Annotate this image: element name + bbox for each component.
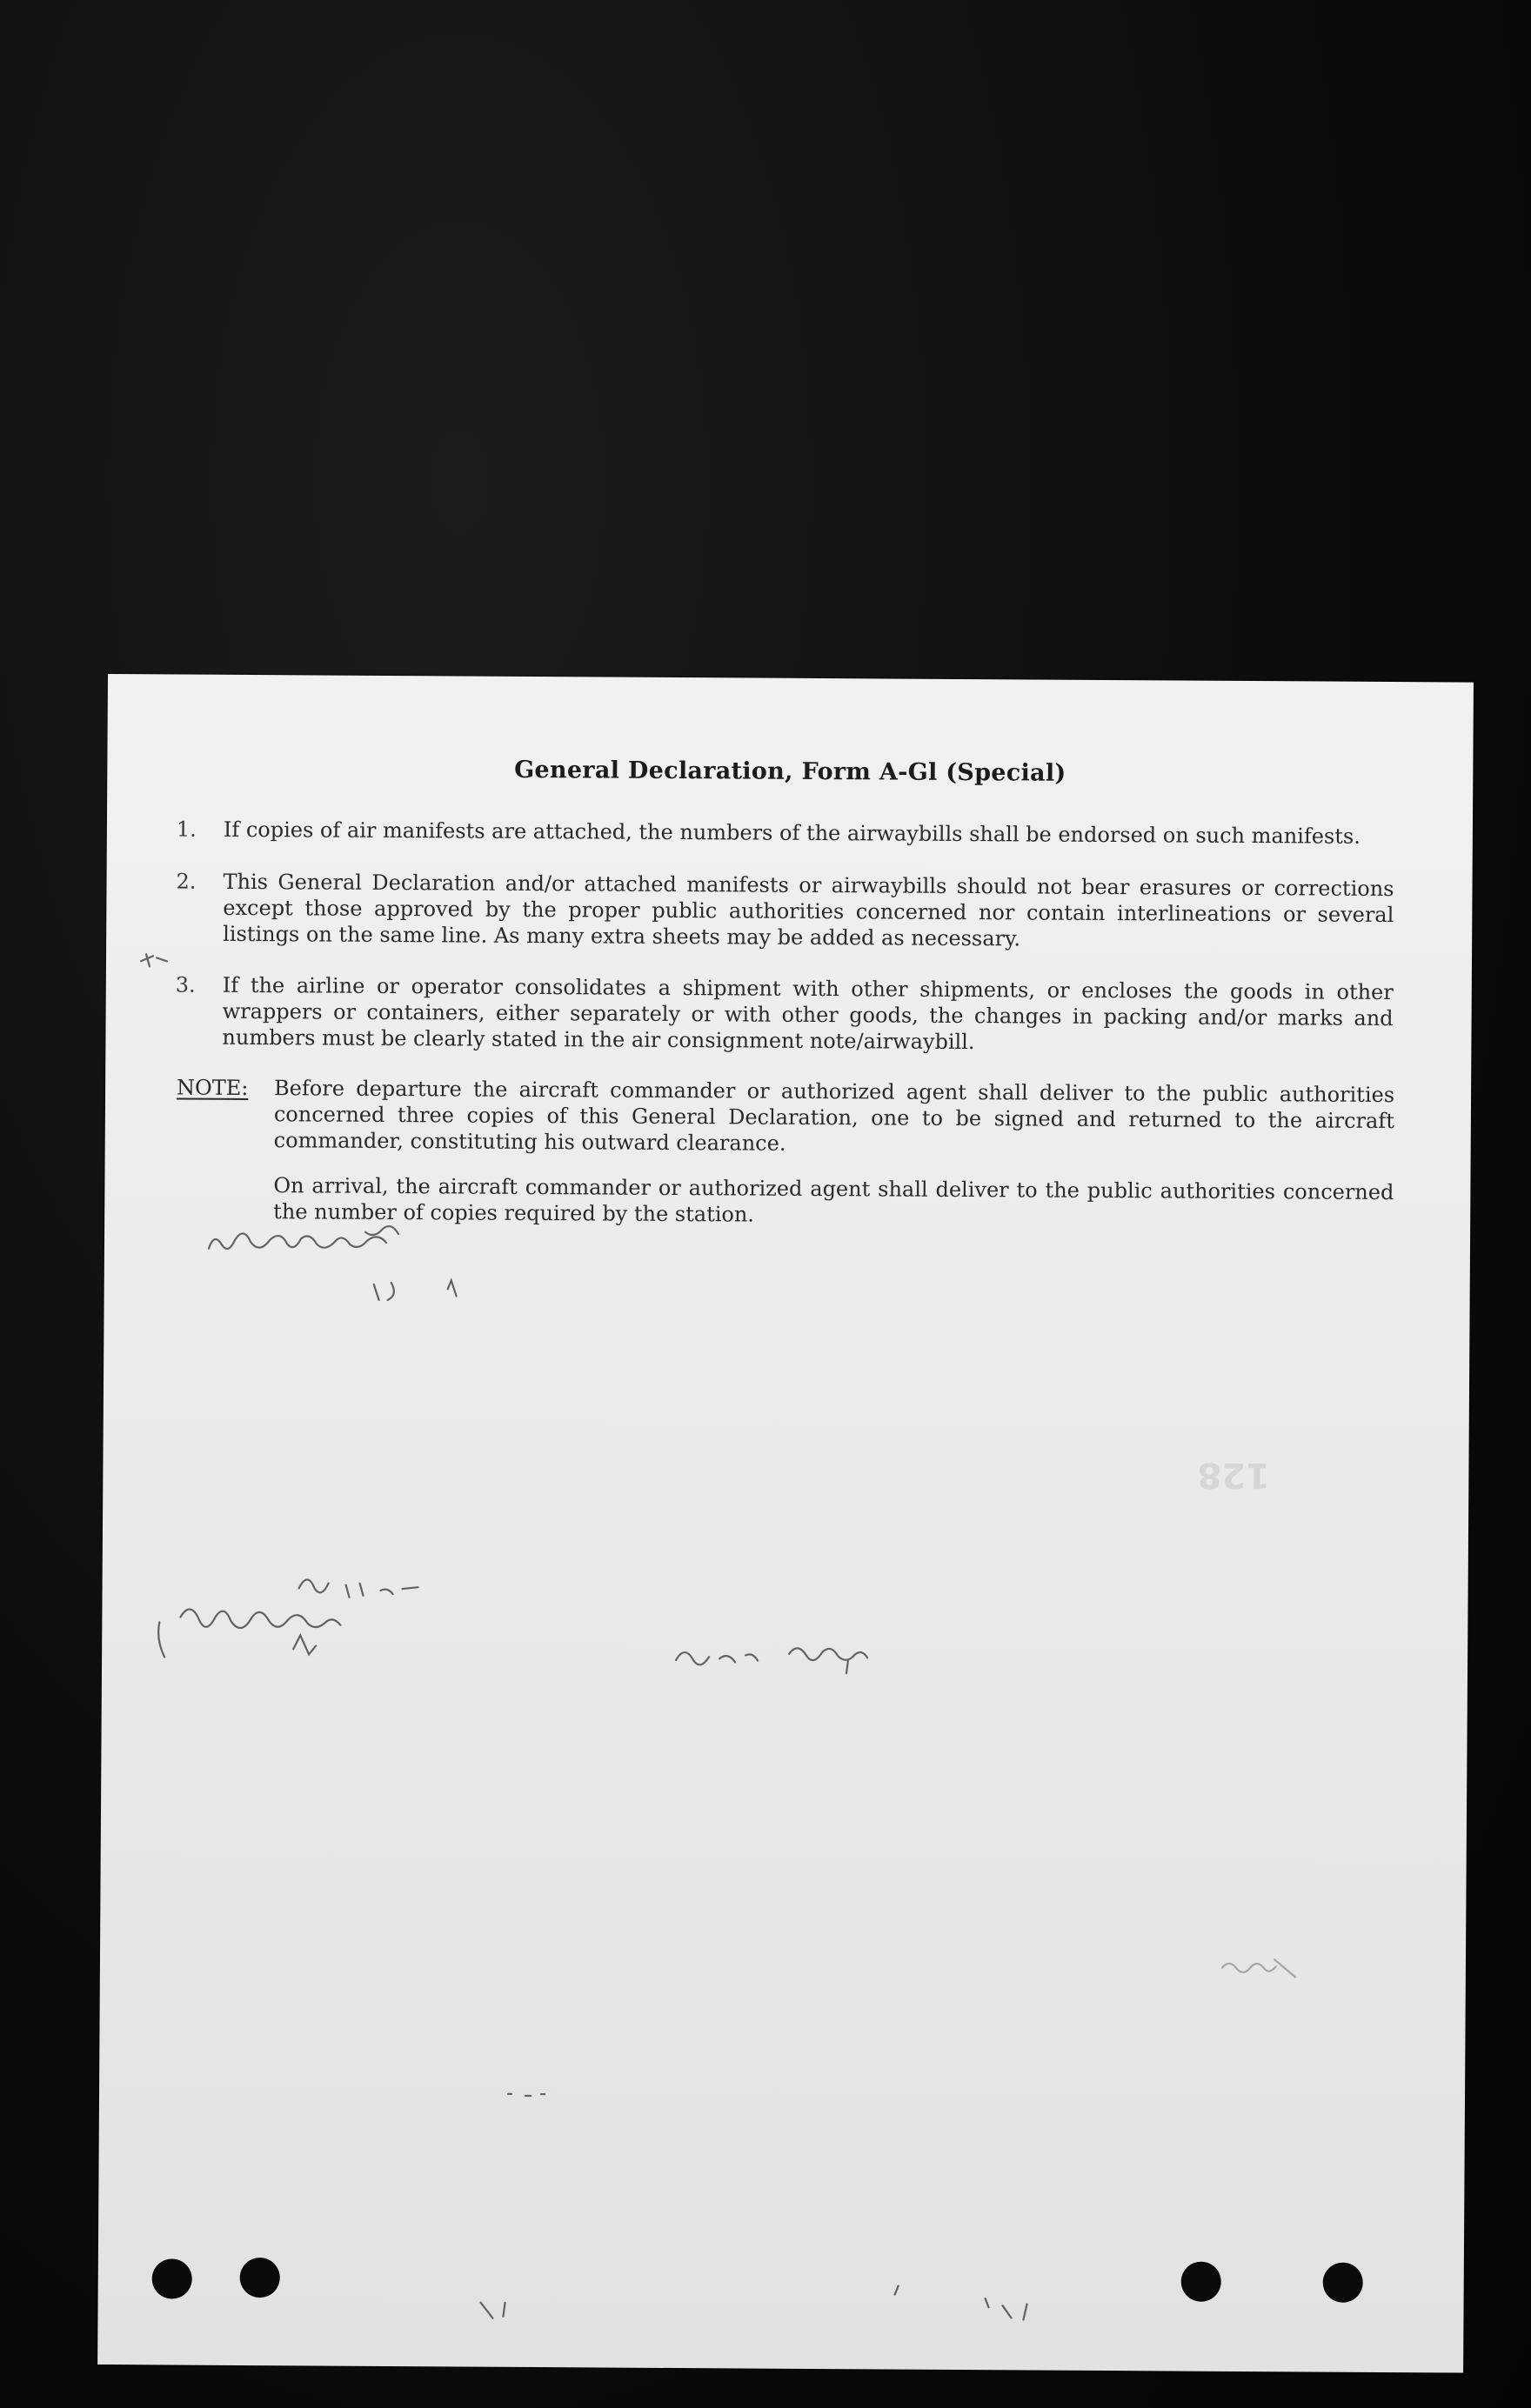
punch-hole — [1181, 2262, 1221, 2302]
mirrored-stamp-number: 128 — [1197, 1454, 1271, 1496]
item-text: This General Declaration and/or attached manifests or airwaybills should not bear erasures or corrections except those approved by the proper public authorities concerned nor contain interlineations or several listings on the same line. As many extra sheets may be added as necessary. — [223, 869, 1394, 951]
note-label: NOTE: — [177, 1075, 249, 1100]
note-paragraph-arrival: On arrival, the aircraft commander or authorized agent shall deliver to the public authorities concerned the number of copies required by the station. — [273, 1173, 1394, 1227]
document-page — [97, 674, 1474, 2373]
item-number: 3. — [175, 972, 196, 997]
instruction-item-3 — [175, 971, 1394, 1057]
punch-hole — [1323, 2263, 1363, 2303]
item-text: If copies of air manifests are attached, the numbers of the airwaybills shall be endorsed on such manifests. — [223, 817, 1361, 849]
document-title: General Declaration, Form A-Gl (Special) — [514, 756, 1066, 787]
punch-hole — [240, 2258, 280, 2298]
item-number: 1. — [176, 817, 197, 842]
instruction-item-1 — [177, 816, 1394, 850]
note-section — [176, 1074, 1394, 1231]
instruction-item-2 — [176, 868, 1394, 954]
item-number: 2. — [176, 869, 197, 894]
punch-hole — [152, 2258, 192, 2298]
item-text: If the airline or operator consolidates a shipment with other shipments, or encloses the goods in other wrappers or containers, either separately or with other goods, the changes in packing and/or marks and numbers must be clearly stated in the air consignment note/airwaybill. — [222, 972, 1394, 1055]
note-paragraph-departure: Before departure the aircraft commander or authorized agent shall deliver to the public authorities concerned three copies of this General Declaration, one to be signed and returned to the aircraft commander, constituting his outward clearance. — [273, 1076, 1395, 1156]
